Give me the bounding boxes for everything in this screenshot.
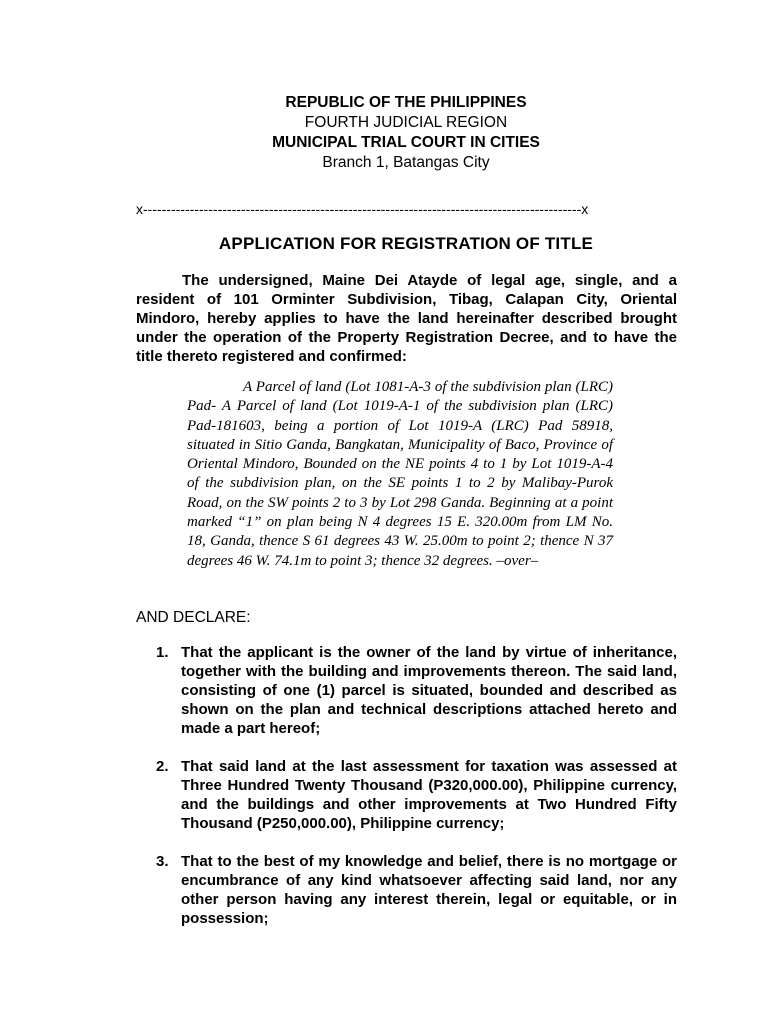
court-header — [0, 93, 768, 173]
declaration-text: That to the best of my knowledge and belief, there is no mortgage or encumbrance of any kind whatsoever affecting said land, nor any other person having any interest therein, legal or equitable, or in possession; — [181, 853, 677, 927]
declarations-list — [156, 643, 677, 947]
separator-line: x----------------------------------------------------------------------------------------------x — [136, 201, 589, 217]
header-branch: Branch 1, Batangas City — [322, 154, 490, 171]
declaration-number: 2. — [156, 758, 169, 775]
declare-heading: AND DECLARE: — [136, 609, 251, 626]
header-republic: REPUBLIC OF THE PHILIPPINES — [285, 94, 527, 111]
intro-paragraph: The undersigned, Maine Dei Atayde of legal age, single, and a resident of 101 Orminter Subdivision, Tibag, Calapan City, Oriental Mindoro, hereby applies to have the land hereinafter described brought under the operation of the Property Registration Decree, and to have the title thereto registered and confirmed: — [136, 272, 677, 365]
declaration-text: That the applicant is the owner of the land by virtue of inheritance, together with the building and improvements thereon. The said land, consisting of one (1) parcel is situated, bounded and described as shown on the plan and technical descriptions attached hereto and made a part hereof; — [181, 644, 677, 737]
document-title: APPLICATION FOR REGISTRATION OF TITLE — [218, 234, 594, 253]
header-court: MUNICIPAL TRIAL COURT IN CITIES — [272, 134, 540, 151]
declaration-item — [156, 852, 677, 928]
land-description: A Parcel of land (Lot 1081-A-3 of the subdivision plan (LRC) Pad- A Parcel of land (Lot 1019-A-1 of the subdivision plan (LRC) Pad-181603, being a portion of Lot 1019-A (LRC) Pad 58918, situated in Sitio Ganda, Bangkatan, Municipality of Baco, Province of Oriental Mindoro, Bounded on the NE points 4 to 1 by Lot 1019-A-4 of the subdivision plan, on the SE points 1 to 2 by Malibay-Purok Road, on the SW points 2 to 3 by Lot 298 Ganda. Beginning at a point marked “1” on plan being N 4 degrees 15 E. 320.00m from LM No. 18, Ganda, thence S 61 degrees 43 W. 25.00m to point 2; thence N 37 degrees 46 W. 74.1m to point 3; thence 32 degrees. –over– — [187, 379, 613, 569]
declaration-number: 3. — [156, 853, 169, 870]
declaration-number: 1. — [156, 644, 169, 661]
declaration-text: That said land at the last assessment for taxation was assessed at Three Hundred Twenty Thousand (P320,000.00), Philippine currency, and the buildings and other improvements at Two Hundred Fifty Thousand (P250,000.00), Philippine currency; — [181, 758, 677, 832]
declaration-item — [156, 757, 677, 833]
header-region: FOURTH JUDICIAL REGION — [304, 114, 508, 131]
declaration-item — [156, 643, 677, 738]
